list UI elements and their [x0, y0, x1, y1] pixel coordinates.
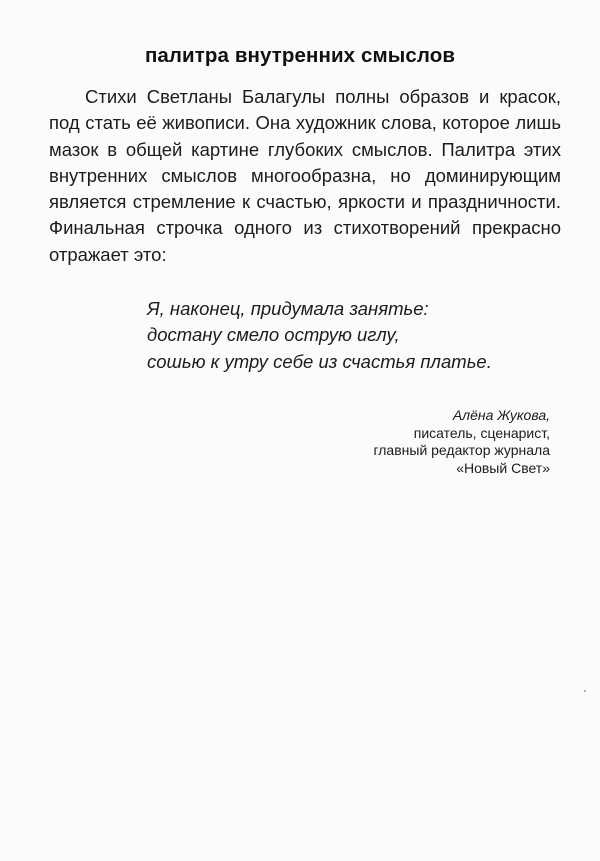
signature-role: главный редактор журнала	[373, 442, 550, 459]
paragraph-line: Финальная строчка одного из стихотворений прекрасно	[49, 217, 561, 239]
signature-publication: «Новый Свет»	[456, 459, 550, 476]
poem-line: Я, наконец, придумала занятье:	[147, 298, 429, 319]
page-title: палитра внутренних смыслов	[144, 44, 456, 67]
body-paragraph	[49, 84, 561, 268]
page-speck	[584, 690, 586, 692]
paragraph-line: Стихи Светланы Балагулы полны образов и красок,	[85, 86, 561, 107]
signature-author: Алёна Жукова,	[452, 407, 550, 423]
paragraph-line: мазок в общей картине глубоких смыслов. Палитра этих	[49, 138, 561, 160]
paragraph-line: отражает это:	[49, 243, 167, 265]
signature-role: писатель, сценарист,	[413, 424, 550, 441]
paragraph-line: является стремление к счастью, яркости и праздничности.	[49, 191, 561, 213]
signature-block	[373, 407, 550, 477]
poem-line: сошью к утру себе из счастья платье.	[147, 350, 492, 372]
poem-line: достану смело острую иглу,	[147, 324, 400, 346]
poem-quote	[147, 296, 492, 375]
paragraph-line: внутренних смыслов многообразна, но доминирующим	[49, 164, 561, 186]
paragraph-line: под стать её живописи. Она художник слова, которое лишь	[49, 112, 561, 134]
